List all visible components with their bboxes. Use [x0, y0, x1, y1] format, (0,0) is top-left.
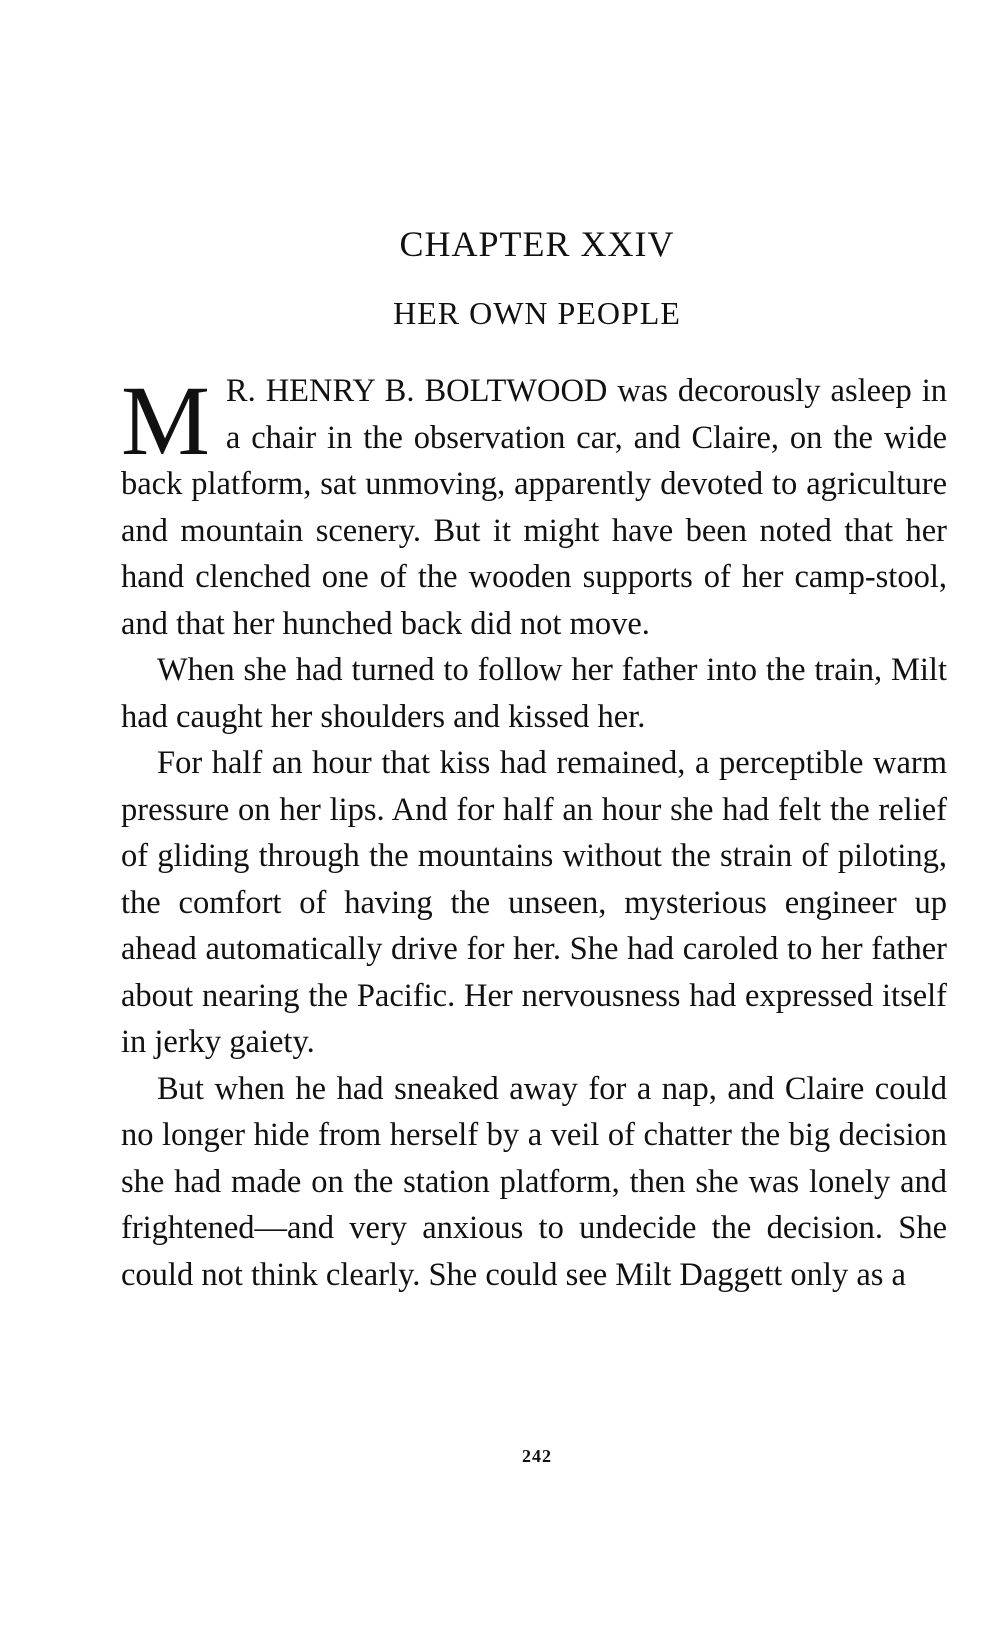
paragraph-4: But when he had sneaked away for a nap, and Claire could no longer hide from herself by a veil of chatter the big decision she had made on the station platform, then she was lonely and frightened—and very anxious to undecide the decision. She could not think clearly. She could see Milt Daggett only as a — [121, 1070, 947, 1293]
chapter-number: CHAPTER XXIV — [399, 224, 675, 264]
chapter-title: HER OWN PEOPLE — [393, 295, 681, 331]
paragraph-2: When she had turned to follow her father into the train, Milt had caught her shoulders and kissed her. — [121, 652, 947, 735]
paragraph-1 — [121, 365, 947, 647]
body-text — [121, 365, 947, 1298]
drop-cap: M — [121, 365, 210, 476]
paragraph-1-text: R. HENRY B. BOLTWOOD was decorously asleep in a chair in the observation car, and Claire, on the wide back platform, sat unmoving, apparently devoted to agriculture and mountain scenery. But it might have been noted that her hand clenched one of the wooden supports of her camp-stool, and that her hunched back did not move. — [121, 373, 947, 642]
paragraph-3: For half an hour that kiss had remained, a perceptible warm pressure on her lips. And for half an hour she had felt the relief of gliding through the mountains without the strain of piloting, the comfort of having the unseen, mysterious engineer up ahead automatically drive for her. She had caroled to her father about nearing the Pacific. Her nervousness had expressed itself in jerky gaiety. — [121, 745, 947, 1060]
page-number: 242 — [522, 1446, 552, 1466]
